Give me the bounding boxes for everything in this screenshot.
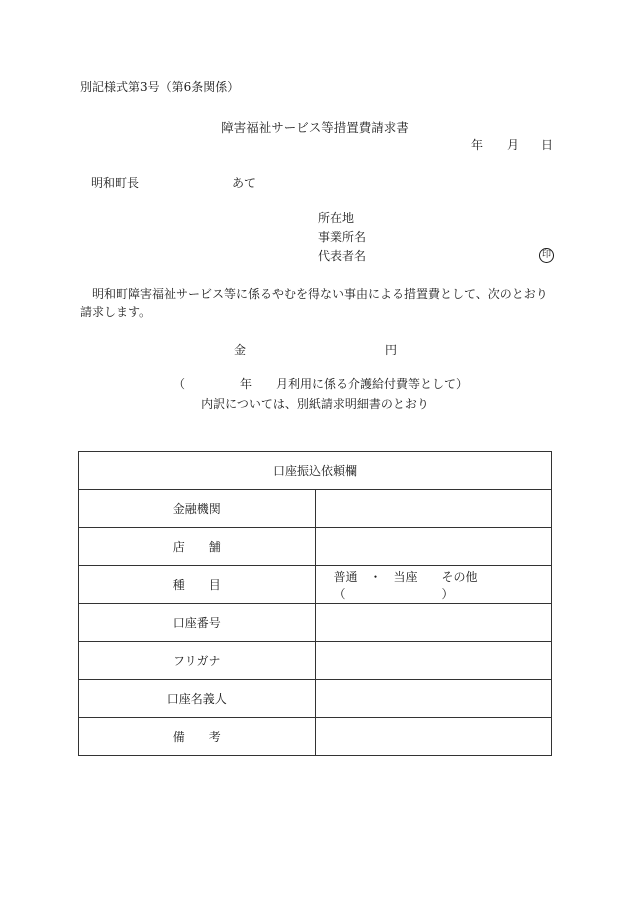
- table-row: [79, 680, 552, 718]
- remarks-field[interactable]: [315, 718, 552, 756]
- bank-transfer-table: [78, 451, 552, 756]
- remarks-label: 備 考: [79, 718, 316, 756]
- addressee-suffix: あて: [232, 176, 257, 190]
- amount-unit: 円: [385, 343, 398, 357]
- account-type-field[interactable]: 普通 ・ 当座 その他（ ）: [315, 566, 552, 604]
- location-label: 所在地: [318, 211, 355, 225]
- furigana-label: フリガナ: [79, 642, 316, 680]
- seal-mark: 印: [539, 248, 554, 263]
- branch-label: 店 舗: [79, 528, 316, 566]
- period-month-text: 月利用に係る介護給付費等として）: [276, 377, 469, 391]
- table-row: [79, 642, 552, 680]
- bank-table-header: 口座振込依頼欄: [79, 452, 552, 490]
- furigana-field[interactable]: [315, 642, 552, 680]
- form-number: 別記様式第3号（第6条関係）: [80, 80, 240, 94]
- table-row: [79, 490, 552, 528]
- date-day: 日: [541, 138, 554, 152]
- table-row: [79, 604, 552, 642]
- table-row: [79, 718, 552, 756]
- amount-prefix: 金: [234, 343, 247, 357]
- addressee-name: 明和町長: [91, 176, 140, 190]
- period-year: 年: [240, 377, 253, 391]
- account-holder-field[interactable]: [315, 680, 552, 718]
- branch-field[interactable]: [315, 528, 552, 566]
- document-title: 障害福祉サービス等措置費請求書: [221, 120, 409, 135]
- financial-institution-label: 金融機関: [79, 490, 316, 528]
- account-number-field[interactable]: [315, 604, 552, 642]
- financial-institution-field[interactable]: [315, 490, 552, 528]
- account-number-label: 口座番号: [79, 604, 316, 642]
- representative-label: 代表者名: [318, 249, 367, 263]
- date-month: 月: [507, 138, 520, 152]
- account-type-label: 種 目: [79, 566, 316, 604]
- date-year: 年: [471, 138, 484, 152]
- table-row: [79, 528, 552, 566]
- account-holder-label: 口座名義人: [79, 680, 316, 718]
- office-name-label: 事業所名: [318, 230, 367, 244]
- request-body-text: 明和町障害福祉サービス等に係るやむを得ない事由による措置費として、次のとおり請求します。: [80, 287, 548, 319]
- bank-table-header-row: [79, 452, 552, 490]
- breakdown-note: 内訳については、別紙請求明細書のとおり: [201, 397, 429, 411]
- table-row: [79, 566, 552, 604]
- period-open-paren: （: [173, 377, 186, 391]
